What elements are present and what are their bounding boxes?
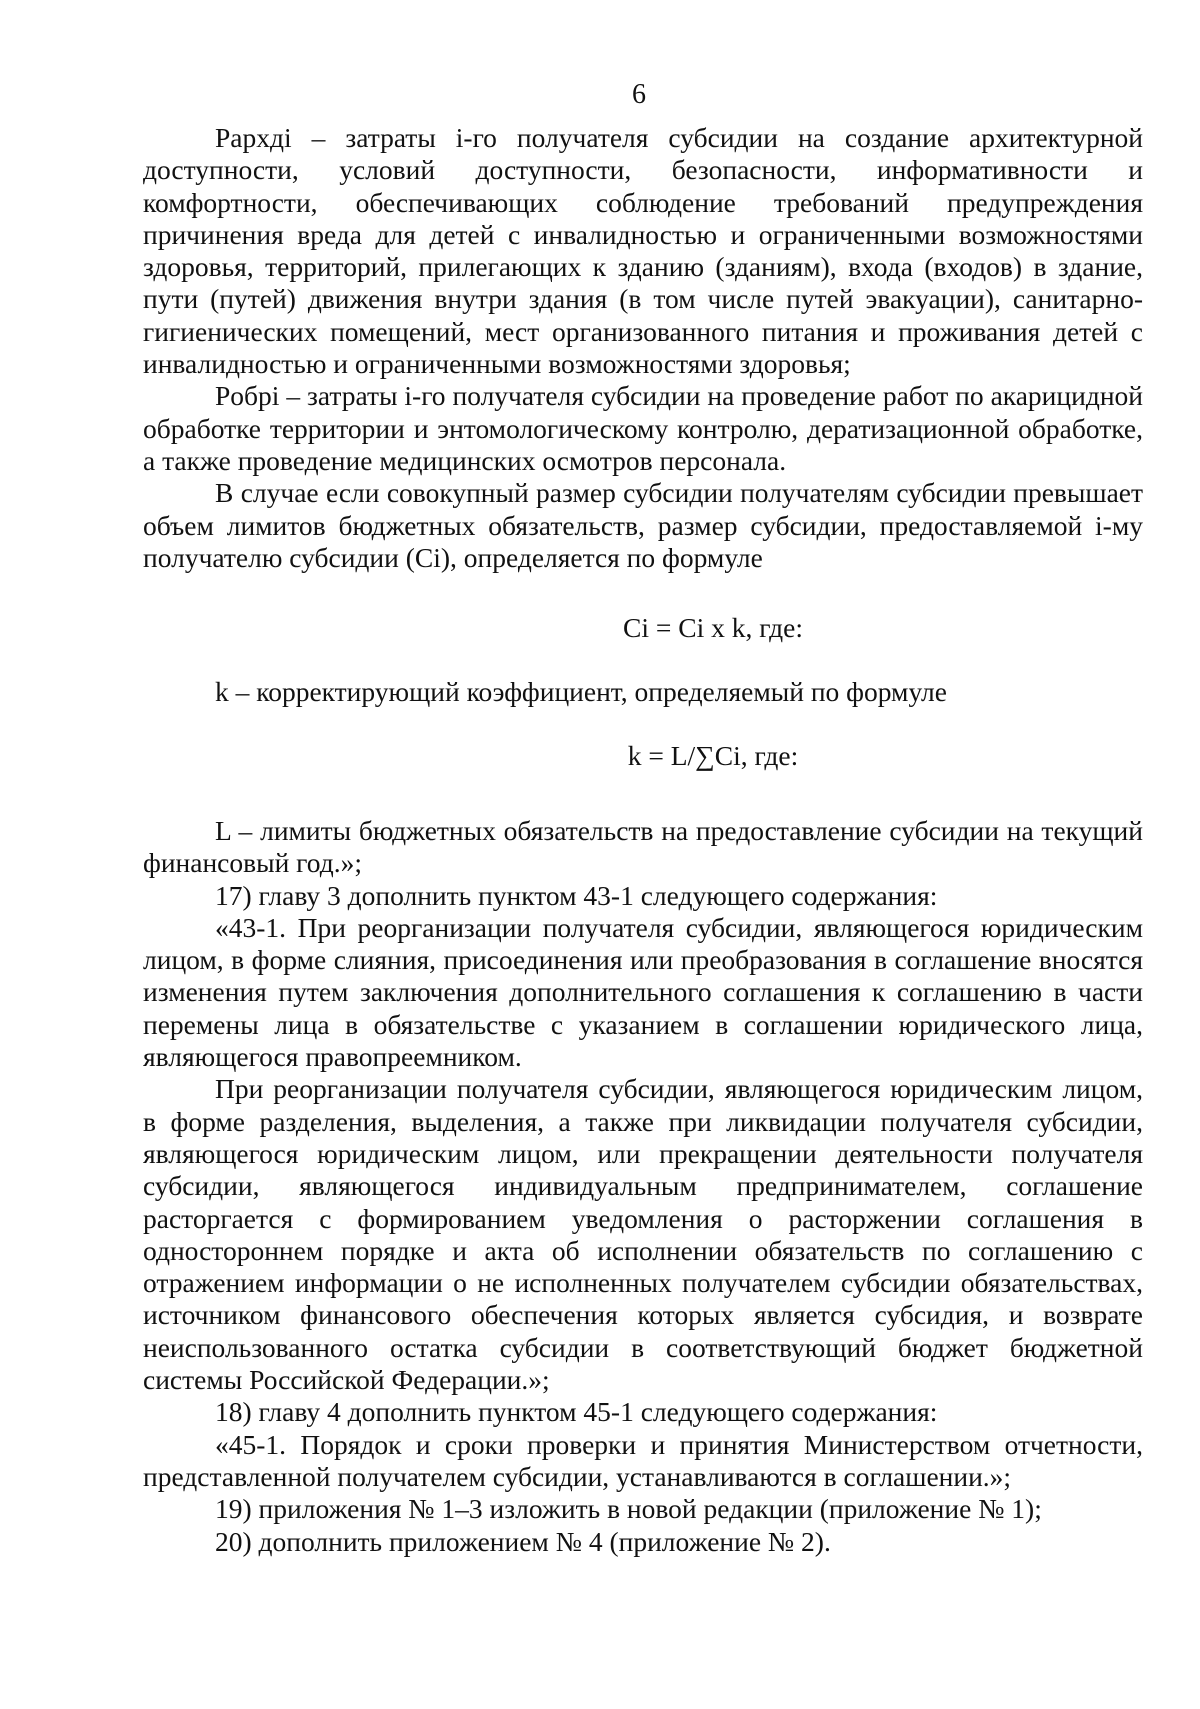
paragraph-item-17: 17) главу 3 дополнить пунктом 43-1 следующего содержания: <box>215 879 938 911</box>
paragraph-reorganization: При реорганизации получателя субсидии, являющегося юридическим лицом, в форме разделения, выделения, а также при ликвидации получателя субсидии, являющегося юридическим лицом, или прекращении деятельности получателя субсидии, являющегося индивидуальным предпринимателем, соглашение расторгается с формированием уведомления о расторжении соглашения в одностороннем порядке и акта об исполнении обязательств по соглашению с отражением информации о не исполненных получателем субсидии обязательствах, источником финансового обеспечения которых является субсидия, и возврате неиспользованного остатка субсидии в соответствующий бюджет бюджетной системы Российской Федерации.»; <box>143 1073 1143 1396</box>
paragraph-item-18: 18) главу 4 дополнить пунктом 45-1 следующего содержания: <box>215 1396 938 1428</box>
paragraph-pobr-definition: Pобрi – затраты i-го получателя субсидии на проведение работ по акарицидной обработке территории и энтомологическому контролю, дератизационной обработке, а также проведение медицинских осмотров персонала. <box>143 380 1143 476</box>
paragraph-item-20: 20) дополнить приложением № 4 (приложение № 2). <box>215 1525 831 1557</box>
paragraph-parhd-definition: Pархдi – затраты i-го получателя субсидии на создание архитектурной доступности, условий доступности, безопасности, информативности и комфортности, обеспечивающих соблюдение требований предупреждения причинения вреда для детей с инвалидностью и ограниченными возможностями здоровья, территорий, прилегающих к зданию (зданиям), входа (входов) в здание, пути (путей) движения внутри здания (в том числе путей эвакуации), санитарно-гигиенических помещений, мест организованного питания и проживания детей с инвалидностью и ограниченными возможностями здоровья; <box>143 122 1143 380</box>
formula-ci: Ci = Ci x k, где: <box>623 612 803 643</box>
paragraph-item-19: 19) приложения № 1–3 изложить в новой редакции (приложение № 1); <box>215 1493 1042 1525</box>
paragraph-clause-45-1: «45-1. Порядок и сроки проверки и принятия Министерством отчетности, представленной получателем субсидии, устанавливаются в соглашении.»; <box>143 1428 1143 1492</box>
k-coefficient-definition: k – корректирующий коэффициент, определяемый по формуле <box>215 676 947 707</box>
page-number: 6 <box>632 79 646 110</box>
formula-k: k = L/∑Ci, где: <box>627 740 799 771</box>
paragraph-clause-43-1: «43-1. При реорганизации получателя субсидии, являющегося юридическим лицом, в форме слияния, присоединения или преобразования в соглашение вносятся изменения путем заключения дополнительного соглашения к соглашению в части перемены лица в обязательстве с указанием в соглашении юридического лица, являющегося правопреемником. <box>143 911 1143 1073</box>
text-block-bottom <box>143 815 1143 1558</box>
paragraph-subsidy-limit-case: В случае если совокупный размер субсидии получателям субсидии превышает объем лимитов бюджетных обязательств, размер субсидии, предоставляемой i-му получателю субсидии (Ci), определяется по формуле <box>143 477 1143 573</box>
paragraph-l-definition: L – лимиты бюджетных обязательств на предоставление субсидии на текущий финансовый год.»; <box>143 815 1143 879</box>
text-block-top <box>143 122 1143 574</box>
